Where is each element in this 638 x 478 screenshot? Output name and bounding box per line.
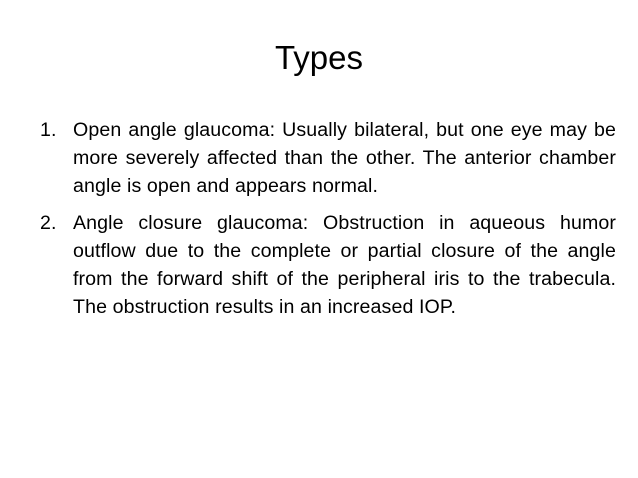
list-item-number: 1. [40,119,57,141]
list-item-text: Angle closure glaucoma: Obstruction in aqueous humor outflow due to the complete or partial closure of the angle from the forward shift of the peripheral iris to the trabecula. The obstruction results in an increased IOP. [73,212,616,318]
slide-title: Types [274,39,364,76]
list-item [40,116,616,200]
list-item-text: Open angle glaucoma: Usually bilateral, but one eye may be more severely affected than the other. The anterior chamber angle is open and appears normal. [73,119,616,197]
types-list [40,116,616,330]
list-item [40,209,616,321]
list-item-number: 2. [40,212,57,234]
